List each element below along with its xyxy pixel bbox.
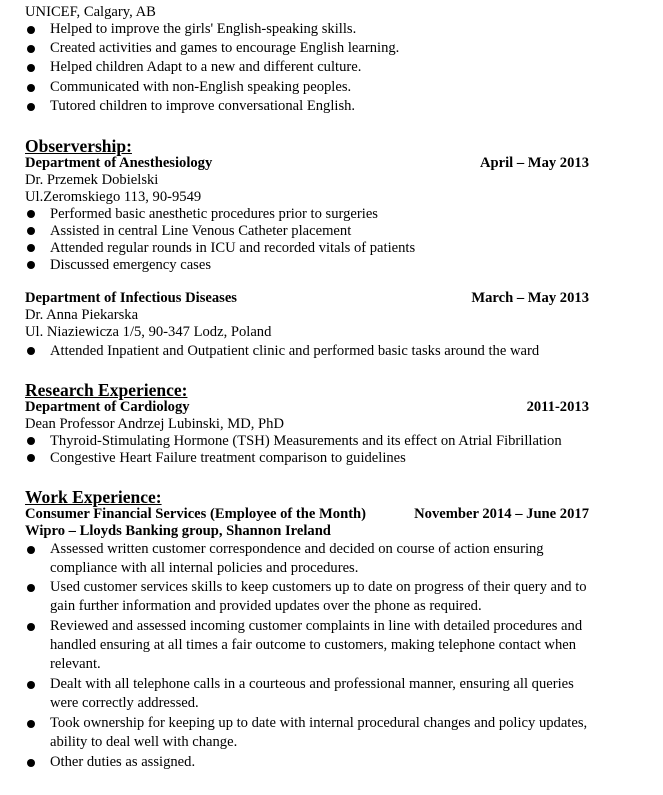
department-name: Department of Anesthesiology [25,155,213,171]
list-item: Assisted in central Line Venous Catheter placement [50,223,352,239]
list-item: Performed basic anesthetic procedures prior to surgeries [50,206,378,222]
doctor-name: Dr. Anna Piekarska [25,307,139,323]
bullet-icon [27,454,35,462]
date-range: November 2014 – June 2017 [414,506,589,522]
bullet-icon [27,720,35,728]
list-item-line: Took ownership for keeping up to date with internal procedural changes and policy updates, [50,715,588,731]
bullet-icon [27,681,35,689]
list-item: Communicated with non-English speaking peoples. [50,79,352,95]
bullet-icon [27,84,35,92]
department-name: Department of Infectious Diseases [25,290,237,306]
list-item: Discussed emergency cases [50,257,212,273]
list-item-line: were correctly addressed. [50,695,199,711]
address: Ul.Zeromskiego 113, 90-9549 [25,189,202,205]
bullet-icon [27,227,35,235]
list-item: Congestive Heart Failure treatment comparison to guidelines [50,450,406,466]
list-item-line: Used customer services skills to keep customers up to date on progress of their query and to [50,579,587,595]
bullet-icon [27,584,35,592]
date-range: April – May 2013 [479,155,589,171]
bullet-icon [27,64,35,72]
address: Ul. Niaziewicza 1/5, 90-347 Lodz, Poland [25,324,272,340]
list-item: Helped children Adapt to a new and different culture. [50,59,362,75]
section-heading-observership: Observership: [25,136,132,156]
bullet-icon [27,26,35,34]
list-item-line: gain further information and provided updates over the phone as required. [50,598,482,614]
list-item-line: Dealt with all telephone calls in a courteous and professional manner, ensuring all queries [50,676,574,692]
bullet-icon [27,210,35,218]
date-range: 2011-2013 [526,399,589,415]
bullet-icon [27,244,35,252]
list-item-line: Reviewed and assessed incoming customer complaints in line with detailed procedures and [50,618,583,634]
section-heading-research: Research Experience: [25,380,188,400]
bullet-icon [27,759,35,767]
bullet-icon [27,261,35,269]
list-item: Attended Inpatient and Outpatient clinic and performed basic tasks around the ward [50,343,540,359]
list-item-line: relevant. [50,656,101,672]
supervisor-name: Dean Professor Andrzej Lubinski, MD, PhD [25,416,285,432]
department-name: Department of Cardiology [25,399,190,415]
bullet-icon [27,103,35,111]
employer: Wipro – Lloyds Banking group, Shannon Ireland [25,523,331,539]
bullet-icon [27,546,35,554]
bullet-icon [27,437,35,445]
list-item-line: Assessed written customer correspondence and decided on course of action ensuring [50,541,544,557]
list-item: Created activities and games to encourage English learning. [50,40,400,56]
unicef-location: UNICEF, Calgary, AB [25,4,156,20]
bullet-icon [27,45,35,53]
list-item: Thyroid-Stimulating Hormone (TSH) Measurements and its effect on Atrial Fibrillation [50,433,562,449]
list-item-line: handled ensuring at all times a fair outcome to customers, making telephone contact when [50,637,577,653]
bullet-icon [27,347,35,355]
bullet-icon [27,623,35,631]
list-item: Attended regular rounds in ICU and recorded vitals of patients [50,240,416,256]
job-role: Consumer Financial Services (Employee of the Month) [25,506,367,522]
list-item-line: compliance with all internal policies and procedures. [50,560,359,576]
doctor-name: Dr. Przemek Dobielski [25,172,159,188]
list-item: Tutored children to improve conversational English. [50,98,356,114]
section-heading-work: Work Experience: [25,487,162,507]
date-range: March – May 2013 [471,290,589,306]
list-item-line: Other duties as assigned. [50,754,196,770]
list-item: Helped to improve the girls' English-speaking skills. [50,21,357,37]
list-item-line: ability to deal well with change. [50,734,238,750]
